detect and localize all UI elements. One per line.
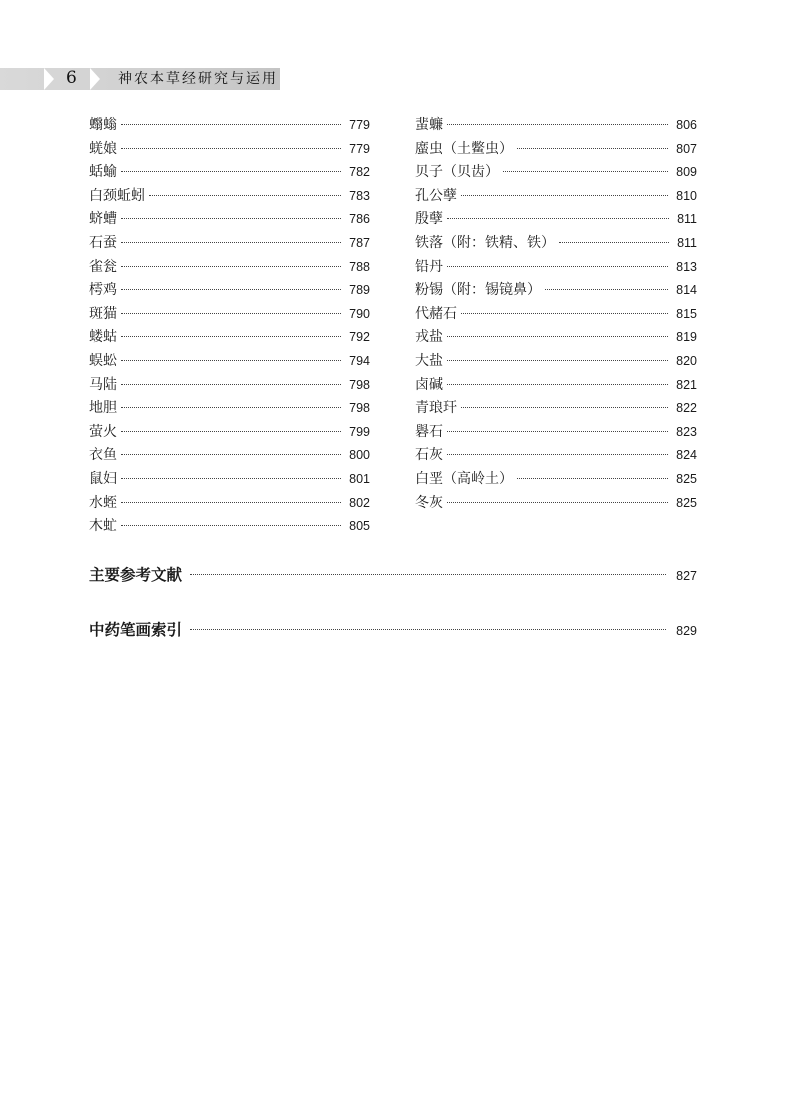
entry-name: 殷孽 (415, 211, 443, 228)
entry-page-number: 779 (349, 141, 370, 156)
entry-name: 马陆 (89, 376, 117, 393)
entry-page-number: 805 (349, 519, 370, 534)
toc-section-stroke-index[interactable] (89, 618, 697, 640)
entry-page-number: 806 (676, 118, 697, 132)
entry-name: 大盐 (415, 352, 443, 369)
entry-page-number: 783 (349, 188, 370, 203)
dot-leader (121, 171, 341, 172)
toc-entry[interactable] (415, 444, 697, 468)
header-chevron-1 (44, 68, 54, 90)
entry-page-number: 787 (349, 235, 370, 250)
entry-page-number: 809 (676, 165, 697, 180)
toc-entry[interactable] (89, 421, 370, 445)
dot-leader (447, 502, 668, 503)
entry-name: 代赭石 (415, 305, 457, 322)
dot-leader (121, 313, 341, 314)
toc-entry[interactable] (89, 374, 370, 398)
toc-entry[interactable] (415, 492, 697, 516)
entry-page-number: 815 (676, 306, 697, 321)
toc-entry[interactable] (89, 114, 370, 138)
toc-entry[interactable] (89, 161, 370, 185)
dot-leader (121, 266, 341, 267)
entry-name: 雀瓮 (89, 258, 117, 275)
entry-name: 䗪虫（土鳖虫） (415, 140, 513, 157)
entry-name: 石灰 (415, 447, 443, 464)
toc-entry[interactable] (89, 492, 370, 516)
entry-name: 衣鱼 (89, 447, 117, 464)
dot-leader (517, 148, 668, 149)
dot-leader (503, 171, 668, 172)
section-page-number: 829 (676, 624, 697, 638)
dot-leader (121, 407, 341, 408)
dot-leader (121, 124, 341, 125)
toc-entry[interactable] (415, 138, 697, 162)
entry-page-number: 819 (676, 330, 697, 345)
entry-name: 樗鸡 (89, 282, 117, 299)
entry-name: 地胆 (89, 400, 117, 417)
entry-page-number: 820 (676, 353, 697, 368)
entry-name: 粉锡（附：锡镜鼻） (415, 282, 541, 299)
dot-leader (461, 195, 668, 196)
entry-name: 戎盐 (415, 329, 443, 346)
dot-leader (447, 384, 668, 385)
toc-entry[interactable] (89, 303, 370, 327)
entry-name: 蜣娘 (89, 140, 117, 157)
dot-leader (121, 454, 341, 455)
toc-entry[interactable] (415, 468, 697, 492)
dot-leader (121, 336, 341, 337)
dot-leader (121, 502, 341, 503)
dot-leader (121, 384, 341, 385)
toc-entry[interactable] (415, 279, 697, 303)
entry-page-number: 823 (676, 424, 697, 439)
toc-entry[interactable] (415, 208, 697, 232)
entry-page-number: 824 (676, 448, 697, 463)
dot-leader (447, 218, 669, 219)
entry-page-number: 801 (349, 471, 370, 486)
toc-entry[interactable] (415, 374, 697, 398)
entry-page-number: 810 (676, 188, 697, 203)
toc-section-references[interactable] (89, 563, 697, 585)
dot-leader (447, 336, 668, 337)
section-title: 主要参考文献 (89, 565, 183, 584)
page-number: 6 (66, 68, 77, 88)
dot-leader (190, 629, 666, 630)
dot-leader (545, 289, 668, 290)
toc-entry[interactable] (415, 421, 697, 445)
toc-entry[interactable] (415, 303, 697, 327)
entry-page-number: 811 (677, 212, 697, 227)
entry-page-number: 807 (676, 141, 697, 156)
toc-entry[interactable] (89, 208, 370, 232)
entry-name: 木虻 (89, 518, 117, 535)
dot-leader (121, 148, 341, 149)
entry-page-number: 821 (676, 377, 697, 392)
entry-name: 贝子（贝齿） (415, 164, 499, 181)
entry-page-number: 811 (677, 235, 697, 250)
entry-name: 礜石 (415, 423, 443, 440)
entry-page-number: 814 (676, 283, 697, 298)
toc-left-column (89, 114, 370, 539)
section-title: 中药笔画索引 (89, 620, 183, 639)
entry-page-number: 790 (349, 306, 370, 321)
header-chevron-2 (90, 68, 100, 90)
toc-entry[interactable] (89, 515, 370, 539)
toc-entry[interactable] (89, 397, 370, 421)
toc-entry[interactable] (89, 326, 370, 350)
dot-leader (121, 289, 341, 290)
dot-leader (447, 360, 668, 361)
dot-leader (190, 574, 666, 575)
section-page-number: 827 (676, 569, 697, 583)
entry-page-number: 798 (349, 377, 370, 392)
entry-name: 蜈蚣 (89, 352, 117, 369)
entry-name: 白颈蚯蚓 (89, 187, 145, 204)
toc-entry[interactable] (89, 256, 370, 280)
dot-leader (121, 431, 341, 432)
entry-name: 卤碱 (415, 376, 443, 393)
toc-entry[interactable] (89, 468, 370, 492)
entry-page-number: 825 (676, 471, 697, 486)
entry-name: 萤火 (89, 423, 117, 440)
entry-page-number: 802 (349, 495, 370, 510)
dot-leader (461, 313, 668, 314)
entry-page-number: 799 (349, 424, 370, 439)
entry-name: 蛴螬 (89, 211, 117, 228)
entry-page-number: 794 (349, 353, 370, 368)
dot-leader (447, 454, 668, 455)
dot-leader (447, 431, 668, 432)
toc-entry[interactable] (89, 444, 370, 468)
toc-entry[interactable] (89, 350, 370, 374)
toc-entry[interactable] (415, 397, 697, 421)
entry-name: 白垩（高岭土） (415, 470, 513, 487)
entry-page-number: 825 (676, 495, 697, 510)
toc-entry[interactable] (89, 232, 370, 256)
entry-name: 鼠妇 (89, 470, 117, 487)
entry-name: 斑猫 (89, 305, 117, 322)
entry-name: 冬灰 (415, 494, 443, 511)
entry-page-number: 813 (676, 259, 697, 274)
toc-entry[interactable] (89, 138, 370, 162)
entry-page-number: 792 (349, 330, 370, 345)
entry-page-number: 789 (349, 283, 370, 298)
entry-page-number: 786 (349, 212, 370, 227)
entry-name: 铅丹 (415, 258, 443, 275)
dot-leader (149, 195, 341, 196)
dot-leader (447, 266, 668, 267)
entry-page-number: 798 (349, 401, 370, 416)
entry-page-number: 779 (349, 118, 370, 132)
toc-entry[interactable] (415, 161, 697, 185)
dot-leader (121, 218, 341, 219)
entry-name: 水蛭 (89, 494, 117, 511)
entry-name: 蜚蠊 (415, 117, 443, 133)
entry-name: 蛞蝓 (89, 164, 117, 181)
entry-name: 石蚕 (89, 234, 117, 251)
toc-entry[interactable] (89, 185, 370, 209)
entry-name: 孔公孽 (415, 187, 457, 204)
entry-page-number: 782 (349, 165, 370, 180)
dot-leader (121, 525, 341, 526)
toc-entry[interactable] (415, 114, 697, 138)
book-title: 神农本草经研究与运用 (118, 71, 278, 87)
dot-leader (447, 124, 668, 125)
entry-name: 蠮螉 (89, 117, 117, 133)
entry-page-number: 822 (676, 401, 697, 416)
toc-right-column (415, 114, 697, 515)
toc-entry[interactable] (415, 350, 697, 374)
toc-entry[interactable] (415, 326, 697, 350)
entry-page-number: 800 (349, 448, 370, 463)
toc-entry[interactable] (415, 256, 697, 280)
dot-leader (121, 360, 341, 361)
entry-name: 铁落（附：铁精、铁） (415, 234, 555, 251)
dot-leader (517, 478, 668, 479)
dot-leader (121, 478, 341, 479)
dot-leader (461, 407, 668, 408)
toc-entry[interactable] (89, 279, 370, 303)
entry-name: 青琅玕 (415, 400, 457, 417)
toc-entry[interactable] (415, 232, 697, 256)
entry-name: 蝼蛄 (89, 329, 117, 346)
dot-leader (121, 242, 341, 243)
entry-page-number: 788 (349, 259, 370, 274)
toc-entry[interactable] (415, 185, 697, 209)
dot-leader (559, 242, 669, 243)
